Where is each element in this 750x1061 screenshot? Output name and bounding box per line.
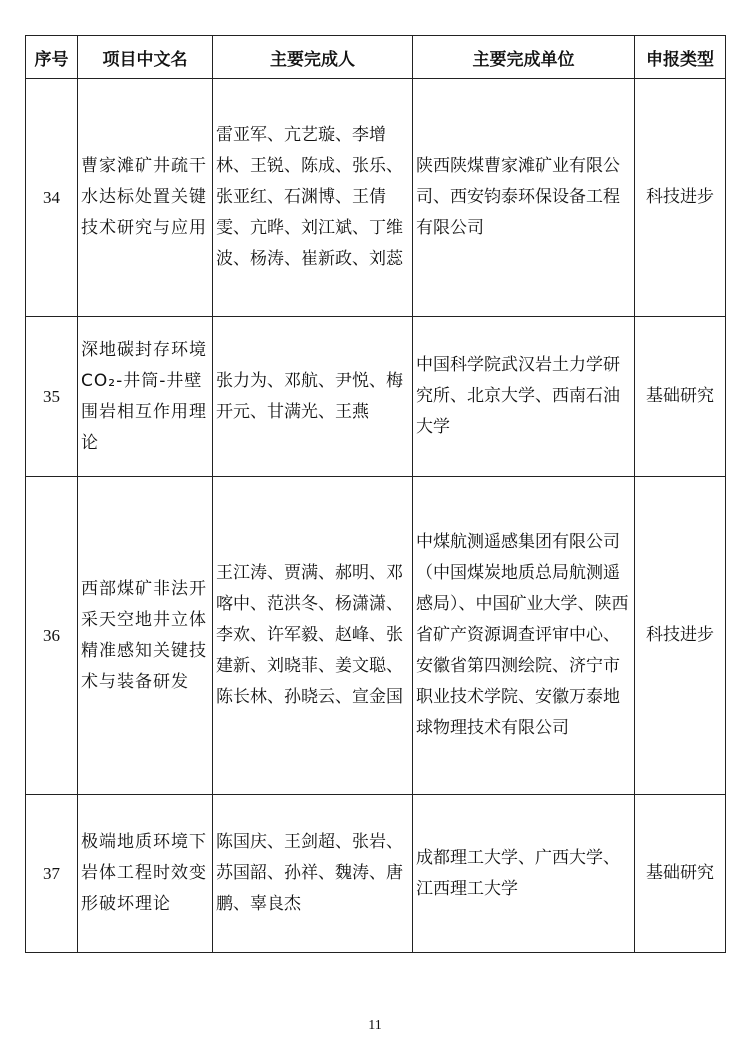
row-seq: 36	[26, 477, 78, 795]
row-seq: 34	[26, 79, 78, 317]
row-main-people: 陈国庆、王剑超、张岩、苏国韶、孙祥、魏涛、唐鹏、辜良杰	[213, 795, 413, 953]
row-project-name: 西部煤矿非法开采天空地井立体精准感知关键技术与装备研发	[78, 477, 213, 795]
row-seq: 35	[26, 317, 78, 477]
row-main-units: 中国科学院武汉岩土力学研究所、北京大学、西南石油大学	[413, 317, 635, 477]
row-type: 科技进步	[635, 477, 726, 795]
row-main-units: 中煤航测遥感集团有限公司（中国煤炭地质总局航测遥感局）、中国矿业大学、陕西省矿产资源调查评审中心、安徽省第四测绘院、济宁市职业技术学院、安徽万泰地球物理技术有限公司	[413, 477, 635, 795]
table-row	[26, 795, 726, 953]
row-type: 基础研究	[635, 317, 726, 477]
row-type: 科技进步	[635, 79, 726, 317]
header-main-people: 主要完成人	[213, 36, 413, 79]
table-row	[26, 79, 726, 317]
table-row	[26, 317, 726, 477]
award-table	[25, 35, 726, 953]
row-main-units: 陕西陕煤曹家滩矿业有限公司、西安钧泰环保设备工程有限公司	[413, 79, 635, 317]
header-type: 申报类型	[635, 36, 726, 79]
row-main-people: 雷亚军、亢艺璇、李增林、王锐、陈成、张乐、张亚红、石渊博、王倩雯、亢晔、刘江斌、丁维波、杨涛、崔新政、刘蕊	[213, 79, 413, 317]
row-seq: 37	[26, 795, 78, 953]
row-project-name: 极端地质环境下岩体工程时效变形破坏理论	[78, 795, 213, 953]
row-type: 基础研究	[635, 795, 726, 953]
table-row	[26, 477, 726, 795]
row-main-people: 王江涛、贾满、郝明、邓喀中、范洪冬、杨潇潇、李欢、许军毅、赵峰、张建新、刘晓菲、姜文聪、陈长林、孙晓云、宣金国	[213, 477, 413, 795]
page-number: 11	[368, 1018, 382, 1033]
row-project-name: 深地碳封存环境CO₂-井筒-井壁围岩相互作用理论	[78, 317, 213, 477]
header-project-name: 项目中文名	[78, 36, 213, 79]
row-main-units: 成都理工大学、广西大学、江西理工大学	[413, 795, 635, 953]
row-main-people: 张力为、邓航、尹悦、梅开元、甘满光、王燕	[213, 317, 413, 477]
header-seq: 序号	[26, 36, 78, 79]
table-header-row	[26, 36, 726, 79]
header-main-units: 主要完成单位	[413, 36, 635, 79]
row-project-name: 曹家滩矿井疏干水达标处置关键技术研究与应用	[78, 79, 213, 317]
